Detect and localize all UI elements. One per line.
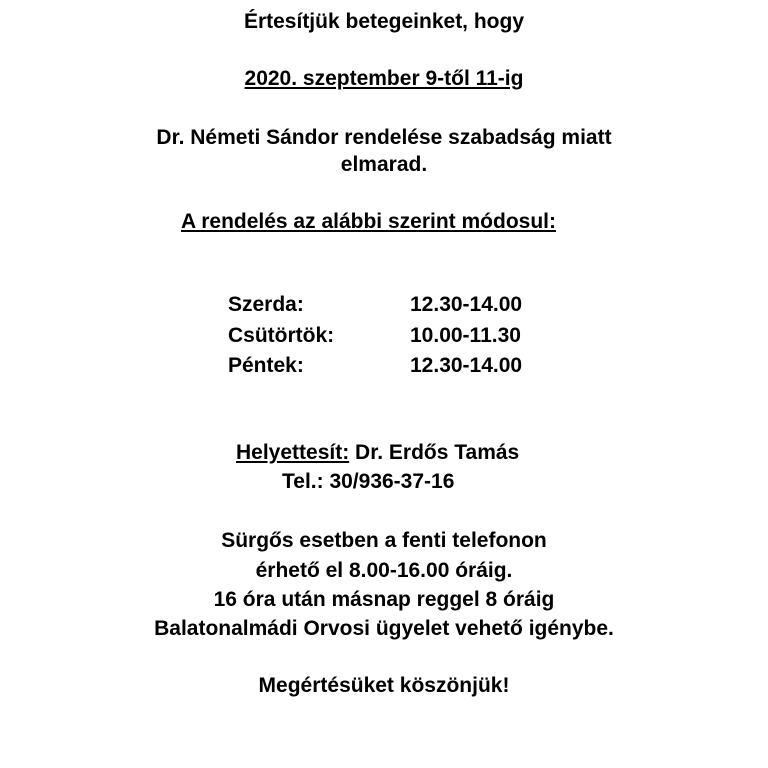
date-range: 2020. szeptember 9-től 11-ig [244, 67, 524, 90]
closing-text: Megértésüket köszönjük! [258, 674, 510, 697]
phone-number: Tel.: 30/936-37-16 [282, 470, 455, 493]
date-range-wrapper [0, 68, 768, 89]
schedule-time: 10.00-11.30 [410, 324, 521, 347]
schedule-day: Szerda: [228, 293, 304, 316]
absence-line-1: Dr. Németi Sándor rendelése szabadság miatt [156, 126, 612, 149]
schedule-day: Csütörtök: [228, 324, 335, 347]
schedule-heading: A rendelés az alábbi szerint módosul: [181, 210, 556, 233]
schedule-day: Péntek: [228, 354, 304, 377]
urgent-line-2: érhető el 8.00-16.00 óráig. [255, 559, 513, 582]
schedule-heading-wrapper [181, 211, 556, 232]
substitute-label: Helyettesít: [236, 441, 350, 464]
urgent-line-4: Balatonalmádi Orvosi ügyelet vehető igénybe. [154, 617, 614, 640]
substitute-name: Dr. Erdős Tamás [355, 441, 520, 464]
urgent-line-1: Sürgős esetben a fenti telefonon [221, 529, 547, 552]
absence-line-2: elmarad. [340, 153, 428, 176]
intro-text: Értesítjük betegeinket, hogy [243, 10, 525, 33]
substitute-line [236, 442, 519, 463]
schedule-time: 12.30-14.00 [410, 354, 523, 377]
urgent-line-3: 16 óra után másnap reggel 8 óráig [213, 588, 555, 611]
schedule-time: 12.30-14.00 [410, 293, 523, 316]
